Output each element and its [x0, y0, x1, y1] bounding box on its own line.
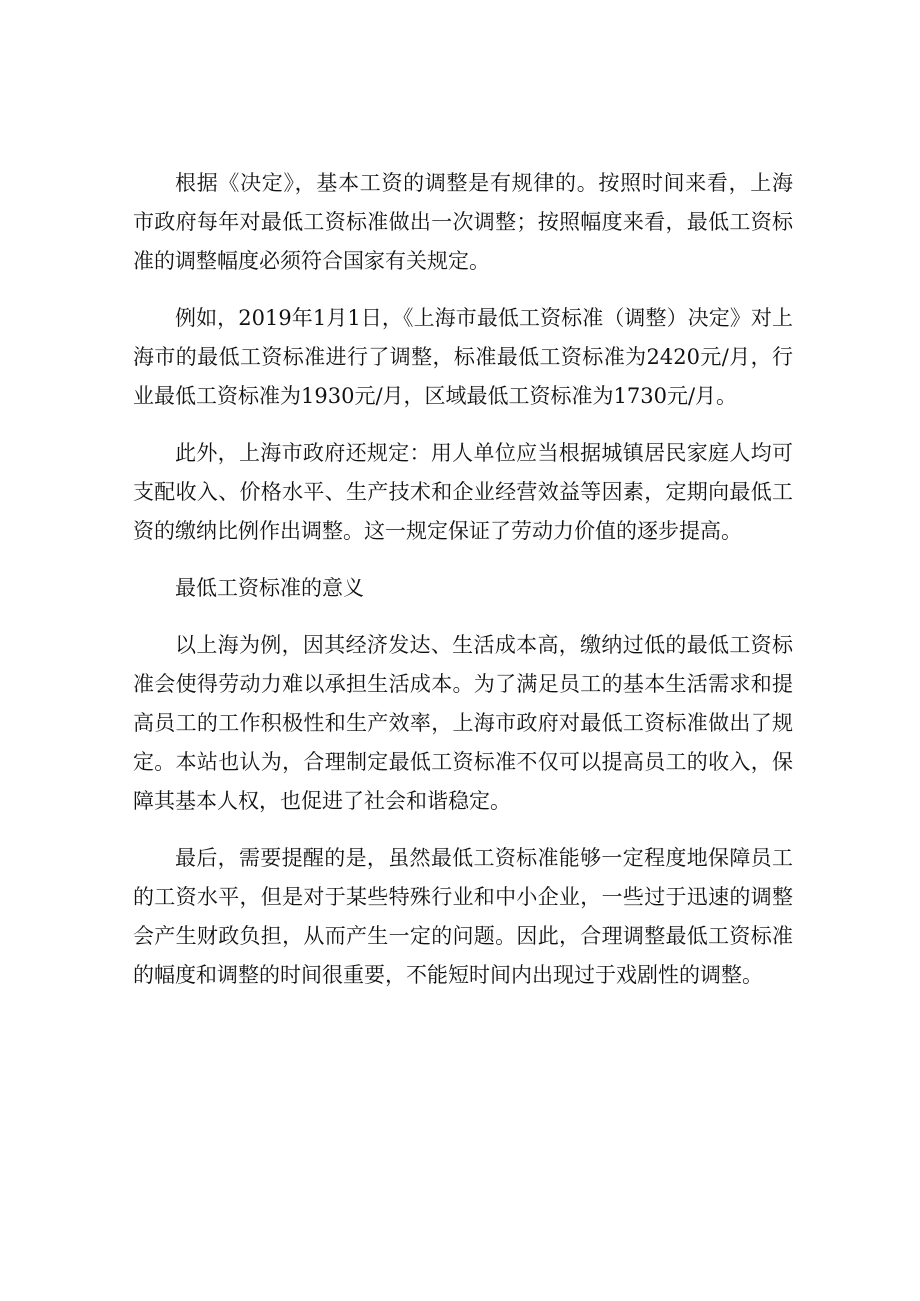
document-page: [133, 164, 793, 1013]
section-heading: 最低工资标准的意义: [175, 576, 364, 600]
paragraph-conclusion: 最后，需要提醒的是，虽然最低工资标准能够一定程度地保障员工的工资水平，但是对于某些特殊行业和中小企业，一些过于迅速的调整会产生财政负担，从而产生一定的问题。因此，合理调整最低工资标准的幅度和调整的时间很重要，不能短时间内出现过于戏剧性的调整。: [133, 846, 793, 987]
paragraph-2019-example: 例如，2019年1月1日，《上海市最低工资标准（调整）决定》对上海市的最低工资标准进行了调整，标准最低工资标准为2420元/月，行业最低工资标准为1930元/月，区域最低工资标准为1730元/月。: [133, 306, 793, 408]
paragraph-significance: 以上海为例，因其经济发达、生活成本高，缴纳过低的最低工资标准会使得劳动力难以承担生活成本。为了满足员工的基本生活需求和提高员工的工作积极性和生产效率，上海市政府对最低工资标准做出了规定。本站也认为，合理制定最低工资标准不仅可以提高员工的收入，保障其基本人权，也促进了社会和谐稳定。: [133, 633, 793, 813]
paragraph-government-rules: 此外，上海市政府还规定：用人单位应当根据城镇居民家庭人均可支配收入、价格水平、生产技术和企业经营效益等因素，定期向最低工资的缴纳比例作出调整。这一规定保证了劳动力价值的逐步提高。: [133, 441, 793, 543]
paragraph-adjustment-rules: 根据《决定》，基本工资的调整是有规律的。按照时间来看，上海市政府每年对最低工资标准做出一次调整；按照幅度来看，最低工资标准的调整幅度必须符合国家有关规定。: [133, 171, 793, 273]
